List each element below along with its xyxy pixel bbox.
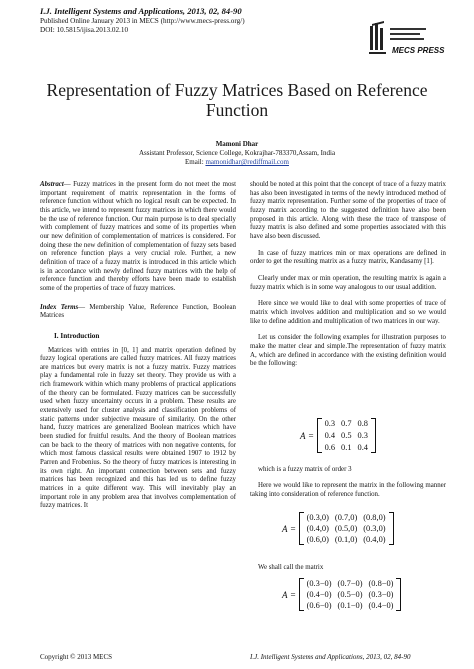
index-terms	[40, 304, 236, 321]
matrix-cell: (0.6,0)	[306, 535, 329, 544]
index-terms-text: — Membership Value, Reference Function, Boolean Matrices	[40, 303, 236, 320]
abstract-text: — Fuzzy matrices in the present form do not meet the most important requirement of matrix representation in the forms of reference function without which no logical result can be expected. In this article, we intend to represent fuzzy matrices in which there would be the use of reference function. Our main purpose is to deal specially with complement of fuzzy matrices and some of its properties when our new definition of complementation of matrices is considered. For doing these the new definition of complementation of fuzzy sets based on reference function plays a very crucial role. Further, a new definition of trace of a fuzzy matrix is introduced in this article which is in accordance with newly defined fuzzy matrices with the help of reference function and thereby efforts have been made to establish some of the properties of trace of fuzzy matrices.	[40, 181, 236, 292]
abstract	[40, 181, 236, 294]
matrix-cell: 0.4	[357, 443, 368, 452]
matrix-cell: (0.5,0)	[334, 524, 358, 533]
right-column-top	[250, 181, 446, 369]
matrix-cell: 0.7	[341, 419, 352, 428]
matrix-lhs: A	[282, 523, 288, 534]
matrix-cell: (0.5−0)	[337, 590, 363, 599]
matrix-cell: (0.1,0)	[334, 535, 358, 544]
matrix-cell: (0.4,0)	[306, 524, 329, 533]
author-name: Mamoni Dhar	[215, 140, 259, 148]
matrix-a-reference	[282, 512, 394, 545]
author-email-line	[60, 158, 414, 167]
right-bracket-icon	[396, 578, 401, 611]
matrix-cell: 0.6	[324, 443, 336, 452]
matrix-cell: 0.3	[357, 431, 368, 440]
matrix-cell: (0.8−0)	[368, 579, 394, 588]
paragraph-here: Here since we would like to deal with some properties of trace of matrix which involves addition and multiplication and so we would like to define addition and multiplication of two matrices in our way.	[250, 300, 446, 325]
matrix-cell: (0.3,0)	[306, 513, 329, 522]
matrix-grid	[304, 578, 397, 611]
paragraph-minmax: In case of fuzzy matrices min or max operations are defined in order to get the resulting matrix as a fuzzy matrix, Kandasamy [1].	[250, 249, 446, 266]
paragraph-reference-text: Here we would like to represent the matrix in the following manner taking into consideration of reference function.	[250, 482, 446, 498]
mecs-logo	[368, 20, 445, 62]
author-block	[60, 140, 414, 167]
matrix-cell: (0.7−0)	[337, 579, 363, 588]
matrix-cell: (0.7,0)	[334, 513, 358, 522]
footer-copyright: Copyright © 2013 MECS	[40, 653, 113, 661]
matrix-lhs: A	[300, 430, 306, 441]
footer-journal: I.J. Intelligent Systems and Applications, 2013, 02, 84-90	[250, 653, 411, 661]
matrix-cell: (0.3−0)	[306, 579, 332, 588]
paragraph-trace: should be noted at this point that the concept of trace of a fuzzy matrix has also been investigated in terms of the newly introduced method of fuzzy matrix representation. Further some of the properties of trace of fuzzy matrix according to the suggested definition have also been proposed in this article. Along with these the trace of transpose of fuzzy matrix is also defined and some properties associated with this have also been discussed.	[250, 181, 446, 240]
index-terms-label: Index Terms	[40, 303, 79, 311]
right-bracket-icon	[371, 418, 376, 453]
paragraph-clearly: Clearly under max or min operation, the resulting matrix is again a fuzzy matrix which is in some way analogous to our usual addition.	[250, 274, 446, 291]
email-label: Email:	[185, 158, 204, 166]
equals-sign: =	[290, 589, 296, 600]
matrix-cell: (0.4−0)	[306, 590, 332, 599]
equals-sign: =	[290, 523, 296, 534]
matrix-cell: (0.4−0)	[368, 601, 394, 610]
matrix-cell: (0.3,0)	[363, 524, 386, 533]
matrix-cell: (0.6−0)	[306, 601, 332, 610]
matrix-grid	[322, 418, 371, 453]
paper-title: Representation of Fuzzy Matrices Based on Reference Function	[46, 80, 428, 120]
matrix-a-plain	[300, 418, 376, 453]
matrix-cell: (0.4,0)	[363, 535, 386, 544]
author-affiliation: Assistant Professor, Science College, Kokrajhar-783370,Assam, India	[138, 149, 336, 157]
matrix-cell: 0.5	[341, 431, 352, 440]
equals-sign: =	[308, 430, 314, 441]
logo-mark-icon	[369, 21, 386, 54]
matrix-order-text: which is a fuzzy matrix of order 3	[258, 466, 352, 473]
logo-lines-icon	[390, 28, 426, 40]
journal-header: I.J. Intelligent Systems and Applications, 2013, 02, 84-90	[40, 6, 242, 16]
publication-info	[40, 17, 340, 35]
matrix-cell: 0.8	[357, 419, 368, 428]
right-bracket-icon	[389, 512, 394, 545]
paragraph-examples: Let us consider the following examples for illustration purposes to make the matter clear and simple.The representation of fuzzy matrix A, which are defined in accordance with the existing definition would be the following:	[250, 334, 446, 368]
matrix-grid	[304, 512, 389, 545]
section-heading-introduction: I. Introduction	[54, 331, 100, 340]
published-line: Published Online January 2013 in MECS (http://www.mecs-press.org/)	[40, 17, 245, 25]
abstract-label: Abstract	[40, 181, 64, 188]
doi-line: DOI: 10.5815/ijisa.2013.02.10	[40, 26, 129, 35]
matrix-cell: (0.8,0)	[363, 513, 386, 522]
matrix-cell: (0.1−0)	[337, 601, 363, 610]
left-column	[40, 181, 236, 511]
email-link[interactable]: mamonidhar@rediffmail.com	[205, 158, 289, 166]
matrix-cell: (0.3−0)	[368, 590, 394, 599]
matrix-a-difference	[282, 578, 401, 611]
paragraph-shall-call: We shall call the matrix	[258, 564, 324, 571]
introduction-text: Matrices with entries in [0, 1] and matrix operation defined by fuzzy logical operations are called fuzzy matrices. All fuzzy matrices are matrices but every matrix is not a fuzzy matrix. Fuzzy matrices play a fundamental role in fuzzy set theory. They provide us with a rich framework within which many problems of practical applications of the theory can be formulated. Fuzzy matrices can be successfully used when fuzzy uncertainty occurs in a problem. These results are extensively used for cluster analysis and classification problems of static patterns under subjective measure of similarity. On the other hand, fuzzy matrices are generalized Boolean matrices which have been studied for fruitful results. And the theory of Boolean matrices can be back to the theory of matrices with non negative contents, for which most famous classical results were obtained 1907 to 1912 by Parren and Frobenius. So the theory of fuzzy matrices is interesting in its own right. An important connection between sets and fuzzy matrices has been recognized and this has led us to define fuzzy matrices in a quite different way. This will inevitably play an important role in any problem area that involves complementation of fuzzy matrices. It	[40, 346, 236, 510]
logo-text: MECS PRESS	[392, 46, 445, 55]
matrix-cell: 0.4	[324, 431, 336, 440]
matrix-cell: 0.3	[324, 419, 336, 428]
matrix-lhs: A	[282, 589, 288, 600]
paragraph-reference	[250, 482, 446, 499]
matrix-cell: 0.1	[341, 443, 352, 452]
